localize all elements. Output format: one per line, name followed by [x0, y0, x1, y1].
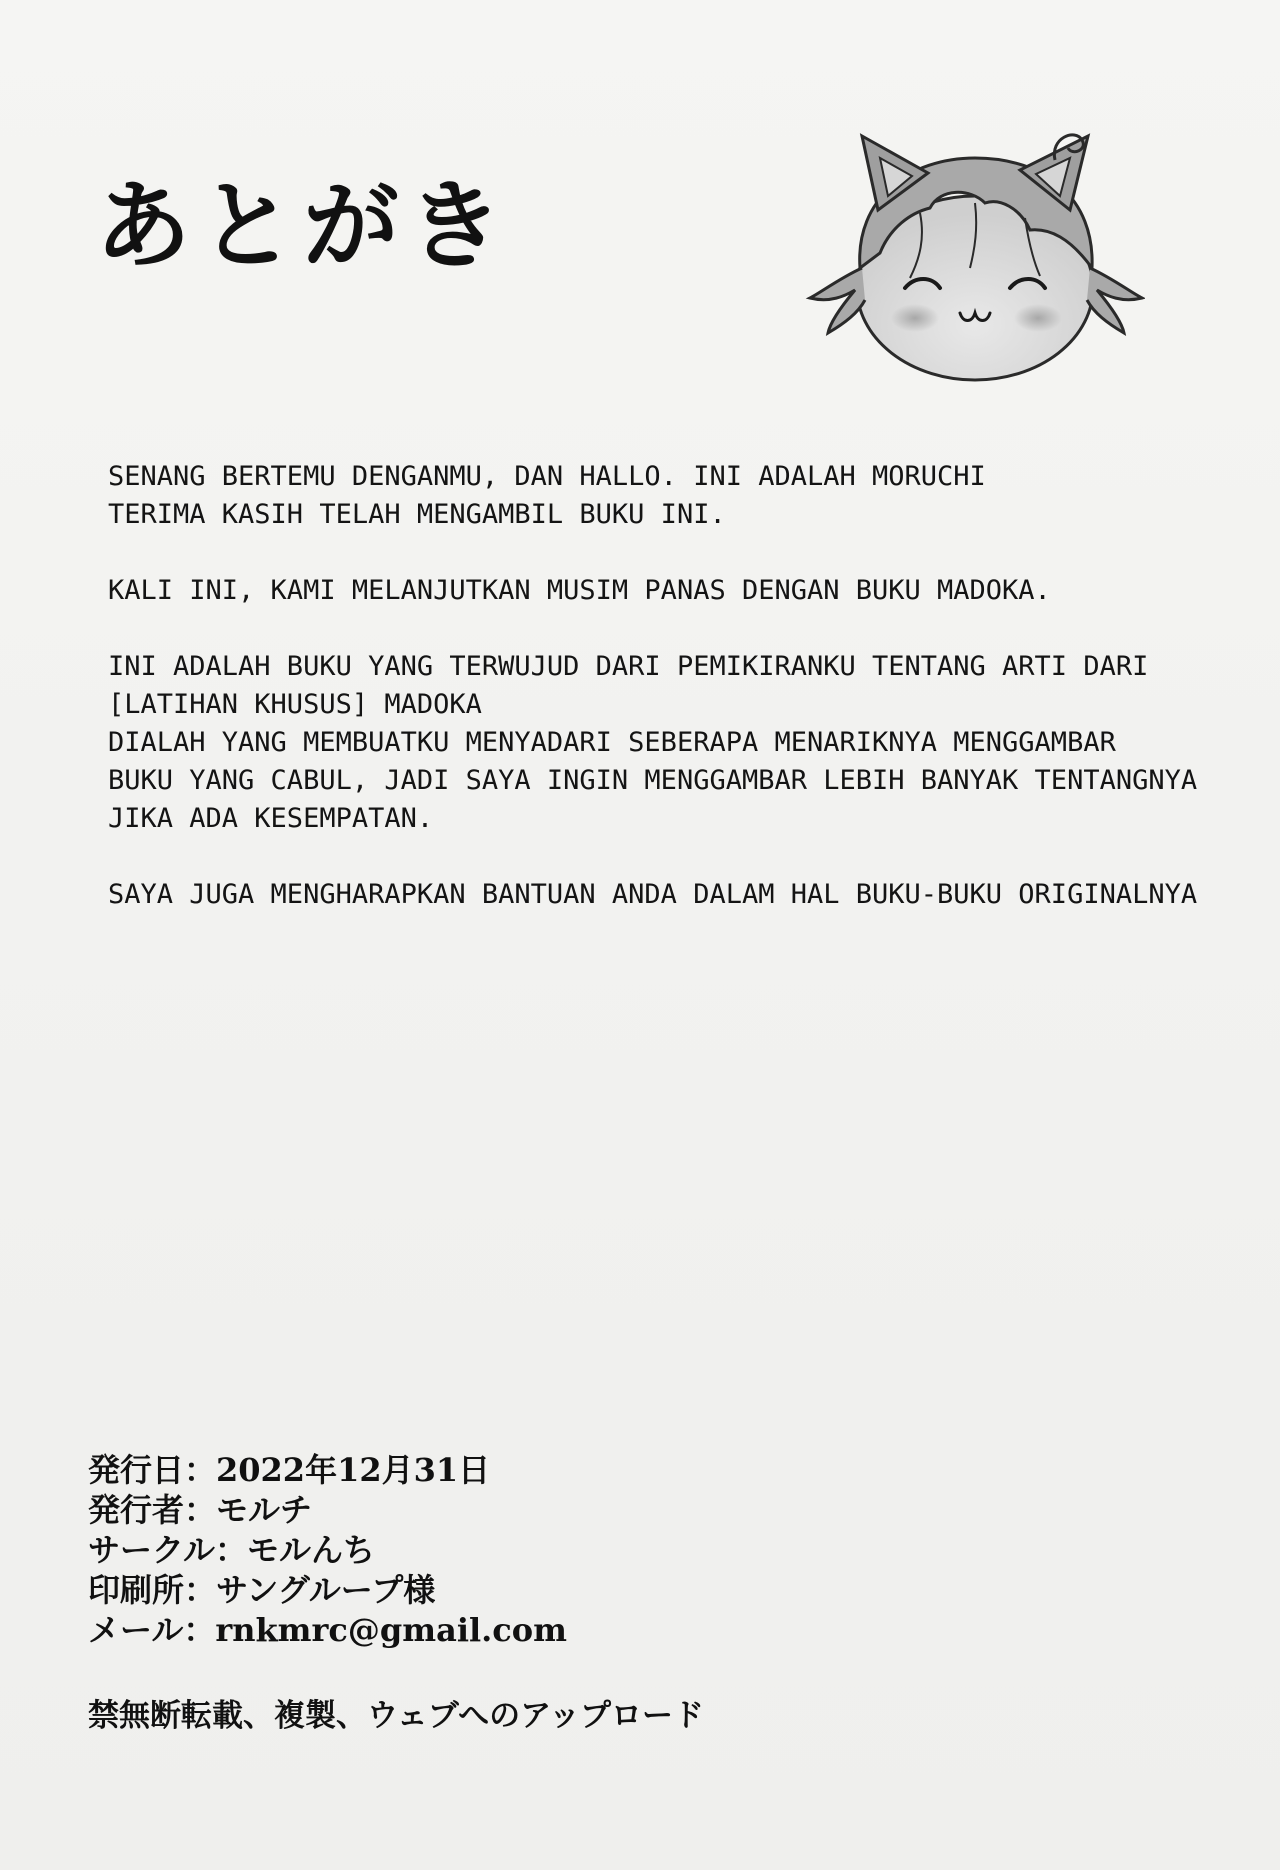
colophon-circle: サークル：モルんち: [88, 1531, 376, 1569]
colophon-publisher: 発行者：モルチ: [88, 1491, 313, 1529]
cat-eared-chibi-icon: [800, 118, 1145, 388]
colophon: [88, 1450, 567, 1650]
afterword-text: [108, 458, 1248, 914]
afterword-paragraph: SAYA JUGA MENGHARAPKAN BANTUAN ANDA DALAM HAL BUKU-BUKU ORIGINALNYA: [108, 879, 1198, 910]
afterword-paragraph: SENANG BERTEMU DENGANMU, DAN HALLO. INI ADALAH MORUCHI TERIMA KASIH TELAH MENGAMBIL BUKU INI.: [108, 461, 986, 530]
afterword-paragraph: KALI INI, KAMI MELANJUTKAN MUSIM PANAS DENGAN BUKU MADOKA.: [108, 575, 1051, 606]
afterword-paragraph: INI ADALAH BUKU YANG TERWUJUD DARI PEMIKIRANKU TENTANG ARTI DARI [LATIHAN KHUSUS] MADOKA DIALAH YANG MEMBUATKU MENYADARI SEBERAPA MENARIKNYA MENGGAMBAR BUKU YANG CABUL, JADI SAYA INGIN MENGGAMBAR LEBIH BANYAK TENTANGNYA JIKA ADA KESEMPATAN.: [108, 651, 1198, 834]
page-title: あとがき: [95, 170, 511, 282]
colophon-printer: 印刷所：サングループ様: [88, 1571, 436, 1609]
colophon-date: 発行日：2022年12月31日: [88, 1451, 491, 1489]
colophon-email: メール：rnkmrc@gmail.com: [88, 1611, 567, 1649]
copyright-notice: 禁無断転載、複製、ウェブへのアップロード: [88, 1698, 704, 1734]
